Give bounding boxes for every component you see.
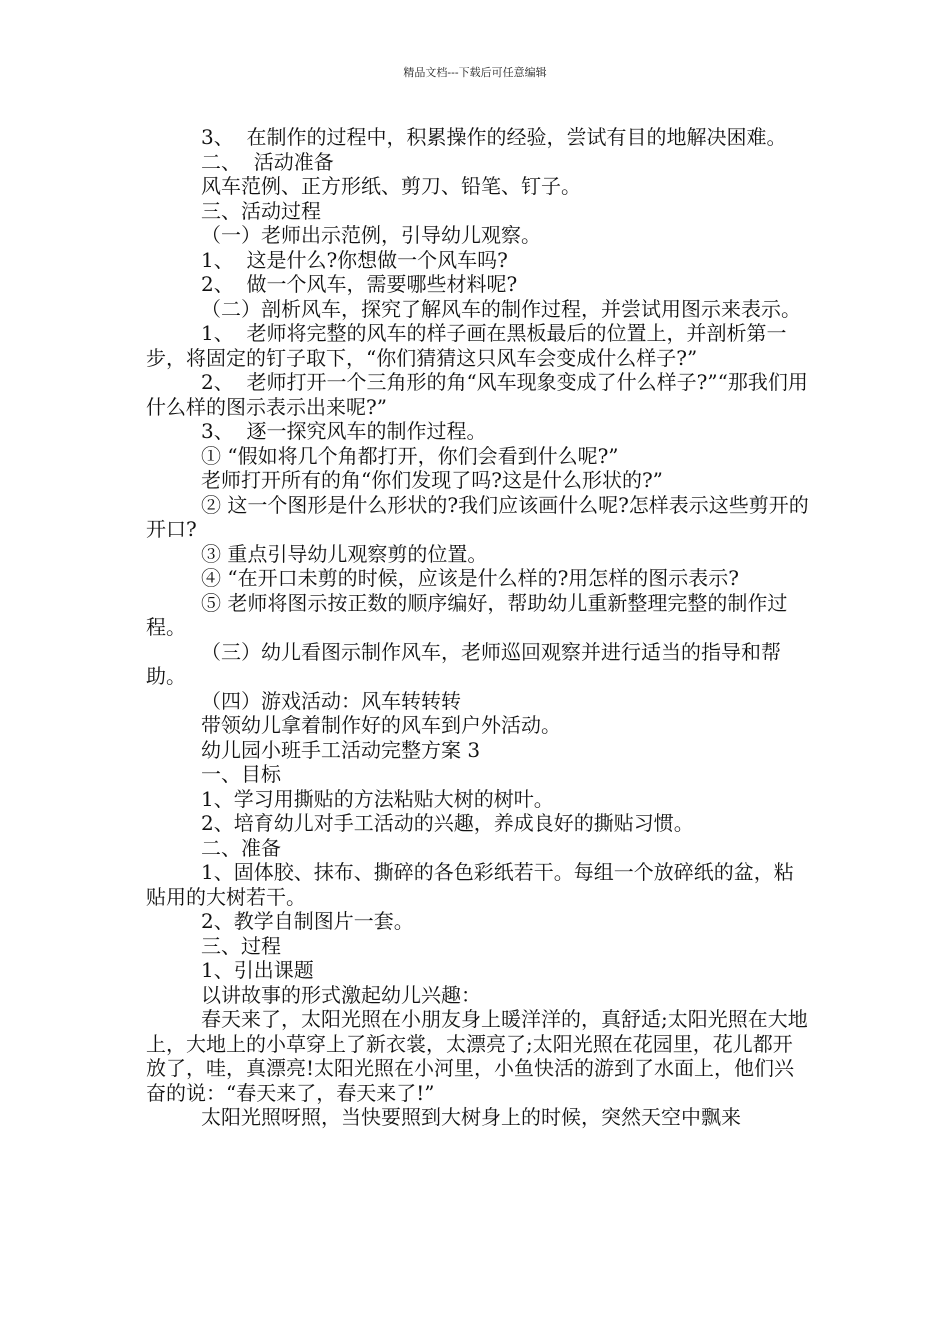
- paragraph: 春天来了，太阳光照在小朋友身上暖洋洋的，真舒适;太阳光照在大地上，大地上的小草穿上了新衣裳，太漂亮了;太阳光照在花园里，花儿都开放了，哇，真漂亮!太阳光照在小河里，小鱼快活的游到了水面上，他们兴奋的说：“春天来了，春天来了!”: [146, 1007, 808, 1105]
- paragraph: ⑤ 老师将图示按正数的顺序编好，帮助幼儿重新整理完整的制作过程。: [146, 590, 788, 639]
- paragraph: 1、固体胶、抹布、撕碎的各色彩纸若干。每组一个放碎纸的盆，粘贴用的大树若干。: [146, 860, 794, 909]
- paragraph: ① “假如将几个角都打开，你们会看到什么呢?”: [201, 443, 619, 468]
- paragraph: 2、教学自制图片一套。: [201, 909, 414, 933]
- paragraph: 3、 逐一探究风车的制作过程。: [201, 419, 487, 443]
- paragraph: 2、 老师打开一个三角形的角“风车现象变成了什么样子?”“那我们用什么样的图示表示出来呢?”: [146, 370, 808, 419]
- paragraph: 一、目标: [201, 762, 281, 786]
- paragraph: 2、 做一个风车，需要哪些材料呢?: [201, 272, 518, 296]
- paragraph: 老师打开所有的角“你们发现了吗?这是什么形状的?”: [201, 468, 663, 492]
- paragraph: 1、 这是什么?你想做一个风车吗?: [201, 247, 508, 272]
- paragraph: 1、学习用撕贴的方法粘贴大树的树叶。: [201, 786, 554, 811]
- paragraph: （二）剖析风车，探究了解风车的制作过程，并尝试用图示来表示。: [201, 296, 801, 321]
- paragraph: ④ “在开口未剪的时候，应该是什么样的?用怎样的图示表示?: [201, 566, 740, 590]
- paragraph: 1、引出课题: [201, 958, 314, 982]
- page-header: 精品文档---下载后可任意编辑: [403, 66, 547, 79]
- paragraph: 太阳光照呀照，当快要照到大树身上的时候，突然天空中飘来: [201, 1105, 741, 1129]
- paragraph: 2、培育幼儿对手工活动的兴趣，养成良好的撕贴习惯。: [201, 811, 694, 835]
- paragraph: 三、活动过程: [201, 198, 321, 223]
- paragraph: 以讲故事的形式激起幼儿兴趣：: [201, 982, 481, 1007]
- paragraph: 1、 老师将完整的风车的样子画在黑板最后的位置上，并剖析第一步，将固定的钉子取下，“你们猜猜这只风车会变成什么样子?”: [146, 321, 787, 370]
- paragraph: 3、 在制作的过程中，积累操作的经验，尝试有目的地解决困难。: [201, 125, 787, 149]
- paragraph: （三）幼儿看图示制作风车，老师巡回观察并进行适当的指导和帮助。: [146, 639, 781, 688]
- section-title: 幼儿园小班手工活动完整方案 3: [201, 737, 481, 762]
- paragraph: （一）老师出示范例，引导幼儿观察。: [201, 223, 541, 247]
- paragraph: 风车范例、正方形纸、剪刀、铅笔、钉子。: [201, 174, 581, 198]
- paragraph: 带领幼儿拿着制作好的风车到户外活动。: [201, 713, 561, 737]
- paragraph: ③ 重点引导幼儿观察剪的位置。: [201, 541, 488, 566]
- document-body: [146, 125, 812, 1130]
- paragraph: 二、准备: [201, 835, 281, 860]
- paragraph: ② 这一个图形是什么形状的?我们应该画什么呢?怎样表示这些剪开的开口?: [146, 492, 809, 541]
- paragraph: （四）游戏活动：风车转转转: [201, 688, 461, 713]
- paragraph: 二、 活动准备: [201, 149, 334, 174]
- paragraph: 三、过程: [201, 933, 281, 958]
